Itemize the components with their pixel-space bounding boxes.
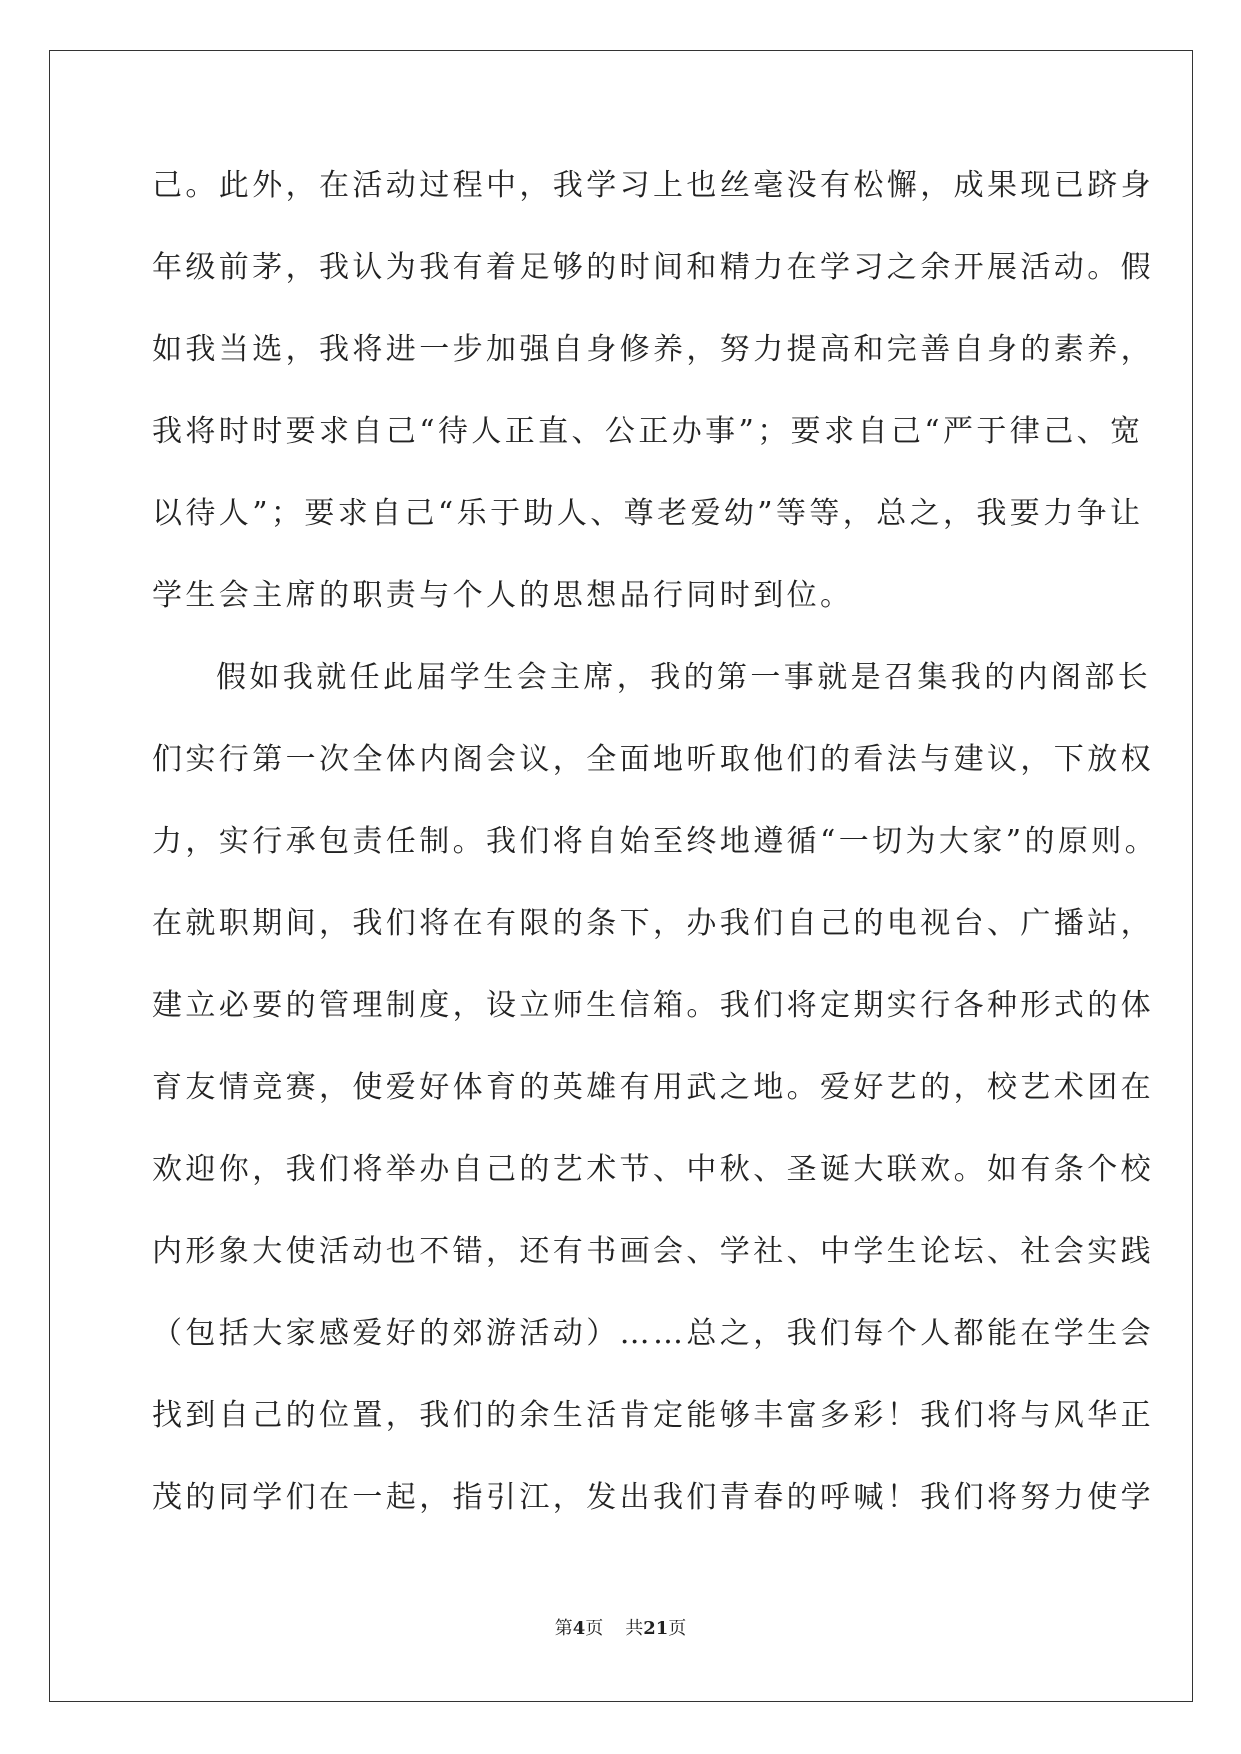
text-line-10: 在就职期间，我们将在有限的条下，办我们自己的电视台、广播站， xyxy=(152,906,1154,941)
text-line-14: 内形象大使活动也不错，还有书画会、学社、中学生论坛、社会实践 xyxy=(152,1234,1154,1269)
text-line-17: 茂的同学们在一起，指引江，发出我们青春的呼喊！我们将努力使学 xyxy=(152,1480,1154,1515)
document-body xyxy=(152,162,1159,1556)
text-line-3: 如我当选，我将进一步加强自身修养，努力提高和完善自身的素养， xyxy=(152,332,1154,367)
text-line-16: 找到自己的位置，我们的余生活肯定能够丰富多彩！我们将与风华正 xyxy=(152,1398,1154,1433)
text-line-8: 们实行第一次全体内阁会议，全面地听取他们的看法与建议，下放权 xyxy=(152,742,1154,777)
text-line-2: 年级前茅，我认为我有着足够的时间和精力在学习之余开展活动。假 xyxy=(152,250,1154,285)
page-suffix: 页 xyxy=(585,1618,604,1639)
text-line-13: 欢迎你，我们将举办自己的艺术节、中秋、圣诞大联欢。如有条个校 xyxy=(152,1152,1154,1187)
page-prefix: 第 xyxy=(554,1618,573,1639)
text-line-12: 育友情竞赛，使爱好体育的英雄有用武之地。爱好艺的，校艺术团在 xyxy=(152,1070,1154,1105)
page-footer xyxy=(0,1614,1241,1640)
text-line-15: （包括大家感爱好的郊游活动）……总之，我们每个人都能在学生会 xyxy=(152,1316,1154,1351)
text-line-7-paragraph-start: 假如我就任此届学生会主席，我的第一事就是召集我的内阁部长 xyxy=(216,660,1152,695)
total-suffix: 页 xyxy=(668,1618,687,1639)
page-number: 4 xyxy=(572,1618,586,1639)
total-prefix: 共 xyxy=(625,1618,644,1639)
text-line-11: 建立必要的管理制度，设立师生信箱。我们将定期实行各种形式的体 xyxy=(152,988,1154,1023)
text-line-4: 我将时时要求自己“待人正直、公正办事”；要求自己“严于律己、宽 xyxy=(152,414,1144,449)
text-line-1: 己。此外，在活动过程中，我学习上也丝毫没有松懈，成果现已跻身 xyxy=(152,168,1154,203)
total-pages: 21 xyxy=(643,1618,669,1639)
text-line-5: 以待人”；要求自己“乐于助人、尊老爱幼”等等，总之，我要力争让 xyxy=(152,496,1144,531)
text-line-6: 学生会主席的职责与个人的思想品行同时到位。 xyxy=(152,578,854,613)
text-line-9: 力，实行承包责任制。我们将自始至终地遵循“一切为大家”的原则。 xyxy=(152,824,1159,859)
